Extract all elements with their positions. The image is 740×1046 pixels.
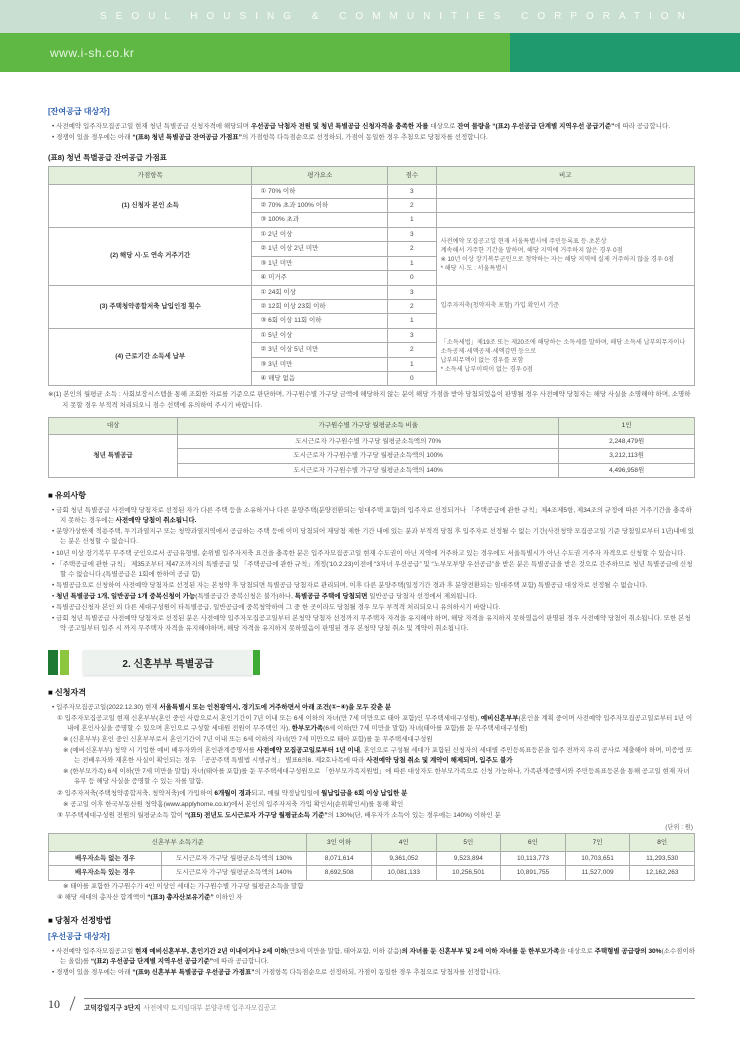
table-cell: ② 12회 이상 23회 이하 [252,299,388,313]
qualification-line: ② 입주자저축(주택청약종합저축, 청약저축)에 가입하여 6개월이 경과되고, 매월 약정납입일에 월납입금을 6회 이상 납입한 분 [57,789,408,797]
note-line: • 청년 특별공급 1개, 일반공급 1개 중복신청이 가능(특별공급간 중복신청은 불가)하나, 특별공급 주택에 당첨되면 일반공급 당첨자 선정에서 제외됩니다. [52,592,477,600]
table-cell: 「소득세법」제19조 또는 제20조에 해당하는 소득세를 말하며, 해당 소득세 납부의무자이나 소득공제·세액공제·세액감면 등으로 납부의무액이 없는 경우를 포함 * 소득세 납부이력이 없는 경우 0점 [436,328,694,386]
youth-income-table [48,417,695,479]
qualification-line: • 입주자모집공고일(2022.12.30) 현재 서울특별시 또는 인천광역시, 경기도에 거주하면서 아래 조건(①~④)을 모두 갖춘 분 [52,704,392,712]
qualification-line: ※ (신혼부부) 혼인 중인 신혼부부로서 혼인기간이 7년 이내 또는 6세 이하의 자녀(만 7세 미만으로 태아 포함)를 둔 무주택세대구성원 [63,736,433,744]
table-cell: 10,113,773 [501,851,566,865]
bullet-line: • 사전예약 입주자모집공고일 현재 청년 특별공급 신청자격에 해당되며 우선공급 낙첨자 전원 및 청년 특별공급 신청자격을 충족한 자를 대상으로 잔여 물량을 “(표2) 우선공급 단계별 지역우선 공급기준”에 따라 공급합니다. [52,123,671,130]
table-cell: ② 1년 이상 2년 미만 [252,242,388,256]
table-cell: 11,527,009 [565,866,630,880]
table-cell: 10,891,755 [501,866,566,880]
table-cell: ① 5년 이상 [252,328,388,342]
table-cell: (4) 근로기간 소득세 납부 [49,328,252,386]
banner-bar-light-green [60,650,69,675]
table-cell: 3,212,113원 [559,449,695,463]
table-row [49,851,695,865]
note-line: • 분양가상한제 적용주택, 투기과열지구 또는 청약과열지역에서 공급하는 주택 등에 이미 당첨되어 재당첨 제한 기간 내에 있는 분과 부적격 당첨 후 입주자로 선정될 수 없는 기간(사전청약 모집공고일 기준 당첨일로부터 1년)내에 있는 분은 신청할 수 없습니다. [52,528,695,546]
table-cell: 4,496,958원 [559,463,695,477]
header-teal-block [510,33,740,72]
qualification-line: ※ 태아를 포함한 가구원수가 4인 이상인 세대는 가구원수별 가구당 월평균소득을 말함 [63,882,304,890]
table-cell: ① 2년 이상 [252,227,388,241]
table-cell: 3 [388,184,436,198]
bullet-line: • 경쟁이 있을 경우에는 아래 “(표8) 청년 특별공급 잔여공급 가점표”의 가점항목 다득점순으로 선정하되, 가점이 동일한 경우 추첨으로 당첨자를 선정합니다. [52,134,488,142]
table-cell: 3 [388,328,436,342]
col-header: 5인 [436,834,501,851]
qualification-title: ■ 신청자격 [48,688,86,698]
table-cell: 9,523,894 [436,851,501,865]
table-cell: ① 70% 이하 [252,184,388,198]
income-note: ※(1) 본인의 월평균 소득 : 사회보장시스템을 통해 조회한 자료를 기준으로 판단하며, 가구원수별 가구당 금액에 해당하지 않는 분이 해당 가점을 받아 당첨되었음이 판명될 경우 사전예약 당첨자는 해당 사실을 소명해야 하며, 소명하지 못할 경우 부적격 처리되오니 점수 선택에 유의하여 주시기 바랍니다. [48,391,691,409]
col-header: 8인 [630,834,695,851]
col-header: 3인 이하 [307,834,372,851]
table-row [49,435,695,449]
table-cell: 0 [388,271,436,285]
note-line: • 금회 청년 특별공급 사전예약 당첨자로 선정된 자가 다른 주택 등을 소유하거나 다른 분양주택(분양전환되는 임대주택 포함)의 입주자로 선정되거나 「주택공급에 관한 규칙」제4조제5항, 제34조의 규정에 따른 거주기간을 충족하지 못하는 경우에는 사전예약 당첨이 취소됩니다. [52,507,692,525]
note-line: • 금회 청년 특별공급 사전예약 당첨자로 선정된 분은 사전예약 입주자모집공고일부터 본청약 당첨자 선정까지 무주택자 자격을 유지해야 하며, 해당 자격을 유지하지 못하였음이 판명된 경우 사전예약 당첨이 취소됩니다. 또한 본청약 공고일부터 입주 시 까지 무주택자 자격을 유지해야하며, 해당 자격을 유지하지 못하였음이 판명된 경우 본청약 당첨 취소 및 계약이 취소됩니다. [52,614,691,632]
section2-banner [48,650,695,675]
section2-title: 2. 신혼부부 특별공급 [83,650,253,675]
selection-bullets [48,947,695,978]
table-cell: 10,081,133 [371,866,436,880]
qualification-lines [48,703,695,903]
table-cell: ④ 해당 없음 [252,372,388,386]
col-header: 6인 [501,834,566,851]
qualification-line: ※ (예비신혼부부) 청약 시 기입한 예비 배우자와의 혼인관계증명서를 사전예약 모집공고일로부터 1년 이내, 혼인으로 구성될 세대가 포함된 신청자의 세대별 주민등록표등본을 입주 전까지 우리 공사로 제출해야 하며, 미증빙 또는 전배우자와 재혼한 사실이 확인되는 경우 「공공주택 특별법 시행규칙」 별표6의6. 제2호나목에 따라 사전예약 당첨 취소 및 계약이 해제되며, 입주도 불가 [63,747,693,765]
table-cell: 3 [388,285,436,299]
remaining-supply-bullets [48,122,695,143]
table-cell: ③ 3년 미만 [252,357,388,371]
col-header: 가점항목 [49,167,252,184]
note-line: • 「주택공급에 관한 규칙」 제35조부터 제47조까지의 특별공급 및 「주택공급에 관한 규칙」개정('10.2.23)이전에 “3자녀 우선공급” 및 “노부모부양 우선공급”을 받은 분은 특별공급을 받은 것으로 간주하므로 청년 특별공급에 신청할 수 없습니다.(특별공급은 1회에 한하여 공급 함) [52,560,693,578]
table-cell: ③ 1년 미만 [252,256,388,270]
table-cell: ③ 6회 이상 11회 이하 [252,314,388,328]
table-cell: ② 70% 초과 100% 이하 [252,198,388,212]
table-cell: ④ 미거주 [252,271,388,285]
remaining-supply-heading: [잔여공급 대상자] [48,107,110,116]
footer-doc-subtitle: 사전예약 토지임대부 분양주택 입주자모집공고 [143,1005,277,1012]
table-row [49,866,695,880]
col-header: 7인 [565,834,630,851]
table-cell [436,184,694,198]
table-cell: 배우자소득 있는 경우 [49,866,162,880]
table-cell: 2 [388,299,436,313]
table-cell: 9,361,052 [371,851,436,865]
banner-bar-green [253,650,260,675]
footer-doc-title [84,998,695,1012]
header-main-band [0,33,740,72]
table-row [49,328,695,342]
table-row [49,417,695,434]
notes-list [48,506,695,634]
banner-bar-dark-green [48,650,58,675]
table-cell: 1 [388,357,436,371]
table-row [49,184,695,198]
note-line: • 10년 이상 장기복무 무주택 군인으로서 공급유형별, 순위별 입주자저축 요건을 충족한 분은 입주자모집공고일 현재 수도권이 아닌 지역에 거주하고 있는 경우에도 서울특별시가 아닌 수도권 거주자 자격으로 신청할 수 있습니다. [52,549,686,557]
selection-title: ■ 당첨자 선정방법 [48,915,112,925]
qualification-line: ① 입주자모집공고일 현재 신혼부부(혼인 중인 사람으로서 혼인기간이 7년 이내 또는 6세 이하의 자녀(만 7세 미만으로 태아 포함)인 무주택세대구성원), 예비신혼부부(혼인을 계획 중이며 사전예약 입주자모집공고일로부터 1년 이내에 혼인사실을 증명할 수 있으며 혼인으로 구성할 세대원 전원이 무주택인 자), 한부모가족(6세 이하(만 7세 미만을 말함) 자녀(태아를 포함)를 둔 무주택세대구성원) [57,715,693,733]
table-cell [436,198,694,212]
col-header: 대상 [49,417,178,434]
table-cell: 11,293,530 [630,851,695,865]
header-green-block [0,33,510,72]
notes-title: ■ 유의사항 [48,491,86,501]
table-cell: ③ 100% 초과 [252,213,388,227]
table-cell: 1 [388,213,436,227]
table-cell: 도시근로자 가구당 월평균소득액의 130% [162,851,307,865]
table-cell: 8,692,508 [307,866,372,880]
table-cell: 2 [388,242,436,256]
col-header: 점수 [388,167,436,184]
table-row [49,285,695,299]
table-cell: 사전예약 모집공고일 현재 서울특별시에 주민등록표 등·초본상 계속해서 거주한 기간을 말하며, 해당 지역에 거주하지 않은 경우 0점 ※ 10년 이상 장기복무군인으로 청약하는 자는 해당 지역에 실제 거주하지 않을 경우 0점 * 해당 시·도 : 서울특별시 [436,227,694,285]
col-header: 1인 [559,417,695,434]
table-cell: ② 3년 이상 5년 미만 [252,343,388,357]
col-header: 4인 [371,834,436,851]
table-cell: 2 [388,198,436,212]
page-footer [48,998,695,1012]
qualification-line: ※ 공고일 이후 한국부동산원 청약홈(www.applyhome.co.kr)에서 본인의 입주자저축 가입 확인서(순위확인서)를 통해 확인 [63,800,404,808]
table8-title: (표8) 청년 특별공급 잔여공급 가점표 [48,153,167,163]
table-cell: (1) 신청자 본인 소득 [49,184,252,227]
table-cell: ① 24회 이상 [252,285,388,299]
note-line: • 특별공급으로 신청하여 사전예약 당첨자로 선정된 자는 본청약 후 당첨되면 특별공급 당첨자로 관리되며, 이후 다른 분양주택(일정기간 경과 후 분양전환되는 임대주택 포함) 특별공급 대상자로 선정될 수 없습니다. [52,581,648,589]
page-number: 10 [48,997,60,1011]
priority-supply-heading: [우선공급 대상자] [48,931,110,941]
note-line: • 특별공급신청자 본인 외 다른 세대구성원이 타특별공급, 일반공급에 중복청약하여 그 중 한 곳이라도 당첨될 경우 모두 부적격 처리되오니 유의하시기 바랍니다. [52,603,501,611]
table-row [49,834,695,851]
selection-line: • 경쟁이 있을 경우에는 아래 “(표9) 신혼부부 특별공급 우선공급 가점표”의 가점항목 다득점순으로 선정하되, 가점이 동일한 경우 추첨으로 당첨자를 선정합니다. [52,968,501,976]
table-row [49,167,695,184]
table-cell: 2,248,479원 [559,435,695,449]
table-row [49,227,695,241]
table-cell [436,213,694,227]
table-cell: 도시근로자 가구원수별 가구당 월평균소득액의 100% [178,449,559,463]
table-cell: 도시근로자 가구원수별 가구당 월평균소득액의 70% [178,435,559,449]
col-header: 비고 [436,167,694,184]
footer-district: 고덕강일지구 3단지 [84,1005,141,1012]
col-header: 신혼부부 소득기준 [49,834,307,851]
corporation-name: SEOUL HOUSING & COMMUNITIES CORPORATION [100,11,694,22]
table-cell: 8,071,614 [307,851,372,865]
document-body [0,72,740,978]
header-top-band [0,0,740,33]
qualification-line: (단위 : 원) [665,823,693,831]
table-cell: (2) 해당 시·도 연속 거주기간 [49,227,252,285]
col-header: 가구원수별 가구당 월평균소득 비율 [178,417,559,434]
table-cell: 도시근로자 가구원수별 가구당 월평균소득액의 140% [178,463,559,477]
footer-slash-divider [66,998,80,1010]
website-link[interactable]: www.i-sh.co.kr [50,45,135,60]
table-cell: 1 [388,256,436,270]
col-header: 평가요소 [252,167,388,184]
table-cell: 배우자소득 없는 경우 [49,851,162,865]
qualification-line: ④ 해당 세대의 총자산 합계액이 “(표3) 총자산보유기준” 이하인 자 [57,893,243,901]
table8-score-table [48,166,695,386]
table-cell: (3) 주택청약종합저축 납입인정 횟수 [49,285,252,328]
newlywed-income-table [48,833,695,880]
table-cell: 10,256,501 [436,866,501,880]
table-cell: 3 [388,227,436,241]
table-cell: 1 [388,314,436,328]
table-cell: 12,162,263 [630,866,695,880]
selection-line: • 사전예약 입주자모집공고일 현재 예비신혼부부, 혼인기간 2년 이내이거나 2세 이하(만3세 미만을 말함, 태아포함, 이하 같음)의 자녀를 둔 신혼부부 및 2세 이하 자녀를 둔 한부모가족을 대상으로 주택형별 공급량의 30%(소수점이하는 올림)를 “(표2) 우선공급 단계별 지역우선 공급기준”에 따라 공급합니다. [52,947,696,965]
table-cell: 10,703,651 [565,851,630,865]
table-cell: 입주자저축(청약저축 포함) 가입 확인서 기준 [436,285,694,328]
qualification-line: ※ (한부모가족) 6세 이하(만 7세 미만을 말함) 자녀(태아를 포함)를 둔 무주택세대구성원으로 「한부모가족지원법」에 따른 대상자도 한부모가족으로 신청 가능하나, 가족관계증명서와 주민등록표등본을 통해 공고일 현재 자녀 유무 등 해당 사실을 증명할 수 있는 자를 말함. [63,768,690,786]
table-cell: 도시근로자 가구당 월평균소득액의 140% [162,866,307,880]
table-cell: 2 [388,343,436,357]
qualification-line: ③ 무주택세대구성원 전원의 월평균소득 합이 “(표5) 전년도 도시근로자 가구당 월평균소득 기준”의 130%(단, 배우자가 소득이 있는 경우에는 140%) 이하인 분 [57,811,501,819]
table-cell: 0 [388,372,436,386]
table-cell: 청년 특별공급 [49,435,178,478]
